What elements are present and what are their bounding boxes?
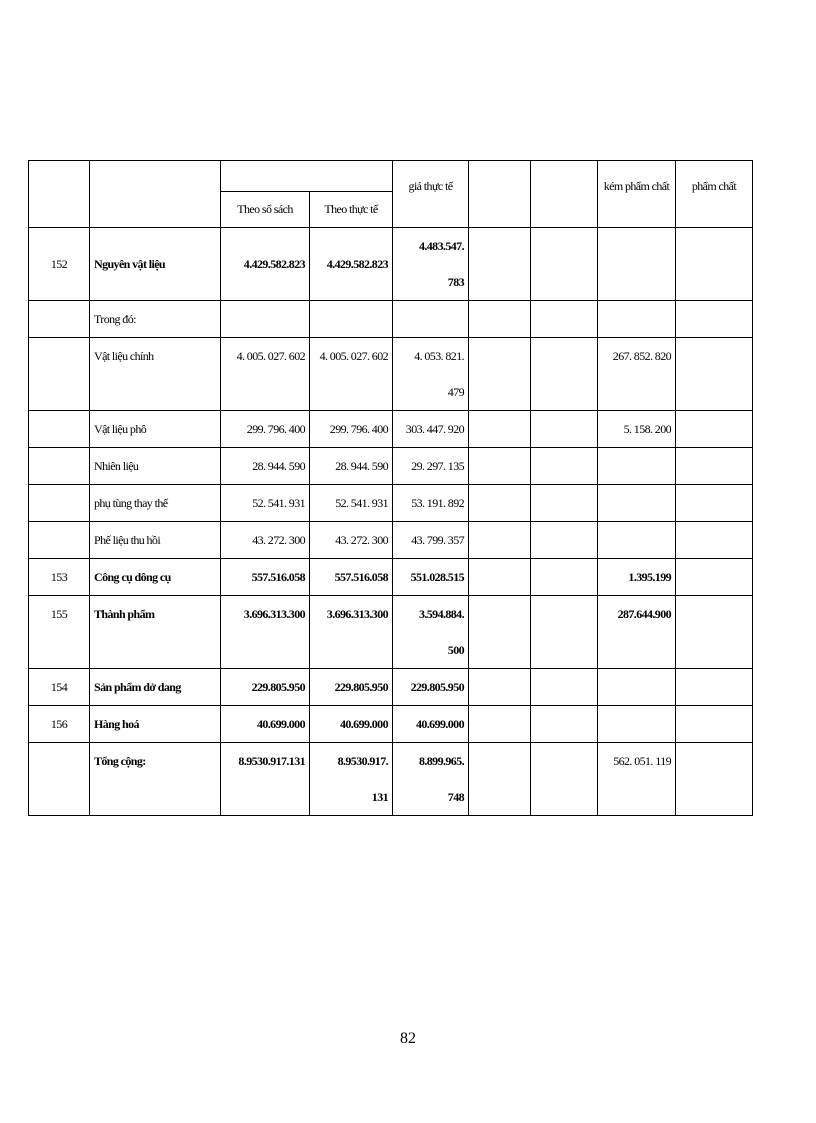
kem-pham-chat-cell: 267. 852. 820 — [598, 338, 676, 411]
name-cell: Vật liệu chính — [90, 338, 221, 411]
so-sach-cell: 4.429.582.823 — [221, 228, 310, 301]
gia-thuc-te-cell: 43. 799. 357 — [393, 522, 469, 559]
kem-pham-chat-cell: 562. 051. 119 — [598, 743, 676, 816]
so-sach-cell — [221, 301, 310, 338]
code-cell: 153 — [29, 559, 90, 596]
empty-cell — [676, 448, 753, 485]
kem-pham-chat-cell — [598, 669, 676, 706]
kem-pham-chat-cell — [598, 448, 676, 485]
empty-cell — [676, 228, 753, 301]
empty-cell — [469, 448, 531, 485]
thuc-te-cell: 229.805.950 — [310, 669, 393, 706]
gia-thuc-te-cell — [393, 228, 469, 301]
gia-thuc-te-cell — [393, 301, 469, 338]
empty-cell — [531, 596, 598, 669]
gia-thuc-te-line: 4.483.547. — [418, 239, 464, 253]
table-row-total — [29, 743, 753, 816]
name-cell: phụ tùng thay thế — [90, 485, 221, 522]
thuc-te-cell: 4. 005. 027. 602 — [310, 338, 393, 411]
kem-pham-chat-cell — [598, 706, 676, 743]
code-cell — [29, 338, 90, 411]
empty-cell — [676, 669, 753, 706]
empty-cell — [531, 411, 598, 448]
header-cell-blank — [469, 161, 531, 228]
so-sach-cell: 43. 272. 300 — [221, 522, 310, 559]
gia-thuc-te-cell: 40.699.000 — [393, 706, 469, 743]
empty-cell — [531, 485, 598, 522]
thuc-te-cell: 299. 796. 400 — [310, 411, 393, 448]
name-cell: Phế liệu thu hồi — [90, 522, 221, 559]
empty-cell — [469, 596, 531, 669]
gia-thuc-te-cell: 303. 447. 920 — [393, 411, 469, 448]
name-cell: Công cụ dông cụ — [90, 559, 221, 596]
empty-cell — [469, 743, 531, 816]
so-sach-cell: 4. 005. 027. 602 — [221, 338, 310, 411]
thuc-te-line: 8.9530.917. — [337, 754, 388, 768]
table-row — [29, 228, 753, 301]
code-cell: 155 — [29, 596, 90, 669]
gia-thuc-te-line: 500 — [447, 643, 464, 657]
so-sach-cell: 28. 944. 590 — [221, 448, 310, 485]
header-kem-pham-chat: kém phẩm chất — [598, 161, 676, 228]
code-cell — [29, 485, 90, 522]
gia-thuc-te-cell: 53. 191. 892 — [393, 485, 469, 522]
kem-pham-chat-cell: 287.644.900 — [598, 596, 676, 669]
name-cell: Sản phẩm dở dang — [90, 669, 221, 706]
gia-thuc-te-cell — [393, 596, 469, 669]
thuc-te-cell: 43. 272. 300 — [310, 522, 393, 559]
empty-cell — [676, 559, 753, 596]
empty-cell — [469, 411, 531, 448]
so-sach-cell: 40.699.000 — [221, 706, 310, 743]
empty-cell — [469, 669, 531, 706]
kem-pham-chat-cell — [598, 301, 676, 338]
code-cell — [29, 743, 90, 816]
header-pham-chat: phẩm chất — [676, 161, 753, 228]
gia-thuc-te-line: 783 — [447, 275, 464, 289]
empty-cell — [531, 669, 598, 706]
header-theo-thuc-te: Theo thực tế — [310, 192, 393, 228]
empty-cell — [469, 338, 531, 411]
gia-thuc-te-line: 4. 053. 821. — [414, 349, 464, 363]
table-row — [29, 301, 753, 338]
thuc-te-cell: 52. 541. 931 — [310, 485, 393, 522]
kem-pham-chat-cell: 5. 158. 200 — [598, 411, 676, 448]
empty-cell — [531, 448, 598, 485]
empty-cell — [676, 485, 753, 522]
thuc-te-cell: 557.516.058 — [310, 559, 393, 596]
gia-thuc-te-line: 479 — [447, 385, 464, 399]
name-cell: Hàng hoá — [90, 706, 221, 743]
inventory-table — [28, 160, 753, 816]
gia-thuc-te-cell: 551.028.515 — [393, 559, 469, 596]
empty-cell — [676, 301, 753, 338]
header-group-cell — [221, 161, 393, 192]
empty-cell — [469, 706, 531, 743]
name-cell: Tổng cộng: — [90, 743, 221, 816]
thuc-te-cell — [310, 301, 393, 338]
gia-thuc-te-cell: 29. 297. 135 — [393, 448, 469, 485]
thuc-te-cell: 40.699.000 — [310, 706, 393, 743]
header-cell-blank — [531, 161, 598, 228]
table-row — [29, 338, 753, 411]
page-number: 82 — [400, 1030, 416, 1047]
table-row — [29, 411, 753, 448]
thuc-te-line: 131 — [371, 790, 388, 804]
table-row — [29, 596, 753, 669]
empty-cell — [531, 522, 598, 559]
table-row — [29, 706, 753, 743]
code-cell: 154 — [29, 669, 90, 706]
header-gia-thuc-te: giá thực tế — [393, 161, 469, 228]
kem-pham-chat-cell — [598, 485, 676, 522]
header-row — [29, 161, 753, 192]
empty-cell — [531, 301, 598, 338]
gia-thuc-te-cell — [393, 743, 469, 816]
name-cell: Thành phẩm — [90, 596, 221, 669]
header-cell-blank — [29, 161, 90, 228]
empty-cell — [469, 559, 531, 596]
empty-cell — [469, 485, 531, 522]
so-sach-cell: 299. 796. 400 — [221, 411, 310, 448]
empty-cell — [469, 522, 531, 559]
thuc-te-cell: 3.696.313.300 — [310, 596, 393, 669]
kem-pham-chat-cell — [598, 522, 676, 559]
name-cell: Trong đó: — [90, 301, 221, 338]
gia-thuc-te-cell: 229.805.950 — [393, 669, 469, 706]
code-cell: 156 — [29, 706, 90, 743]
code-cell — [29, 522, 90, 559]
so-sach-cell: 52. 541. 931 — [221, 485, 310, 522]
empty-cell — [531, 706, 598, 743]
name-cell: Nhiên liệu — [90, 448, 221, 485]
table-row — [29, 448, 753, 485]
name-cell: Vật liệu phô — [90, 411, 221, 448]
code-cell: 152 — [29, 228, 90, 301]
so-sach-cell: 8.9530.917.131 — [221, 743, 310, 816]
gia-thuc-te-line: 748 — [447, 790, 464, 804]
empty-cell — [676, 522, 753, 559]
empty-cell — [676, 411, 753, 448]
so-sach-cell: 229.805.950 — [221, 669, 310, 706]
empty-cell — [531, 559, 598, 596]
thuc-te-cell — [310, 743, 393, 816]
table-row — [29, 559, 753, 596]
table-row — [29, 669, 753, 706]
empty-cell — [531, 338, 598, 411]
code-cell — [29, 301, 90, 338]
empty-cell — [469, 301, 531, 338]
code-cell — [29, 411, 90, 448]
header-cell-blank — [90, 161, 221, 228]
table-row — [29, 485, 753, 522]
empty-cell — [469, 228, 531, 301]
table-row — [29, 522, 753, 559]
empty-cell — [676, 706, 753, 743]
name-cell: Nguyên vật liệu — [90, 228, 221, 301]
code-cell — [29, 448, 90, 485]
gia-thuc-te-line: 3.594.884. — [418, 607, 464, 621]
so-sach-cell: 557.516.058 — [221, 559, 310, 596]
thuc-te-cell: 28. 944. 590 — [310, 448, 393, 485]
gia-thuc-te-cell — [393, 338, 469, 411]
gia-thuc-te-line: 8.899.965. — [418, 754, 464, 768]
kem-pham-chat-cell — [598, 228, 676, 301]
empty-cell — [676, 596, 753, 669]
thuc-te-cell: 4.429.582.823 — [310, 228, 393, 301]
header-theo-so-sach: Theo sổ sách — [221, 192, 310, 228]
empty-cell — [531, 743, 598, 816]
kem-pham-chat-cell: 1.395.199 — [598, 559, 676, 596]
empty-cell — [676, 338, 753, 411]
empty-cell — [531, 228, 598, 301]
empty-cell — [676, 743, 753, 816]
so-sach-cell: 3.696.313.300 — [221, 596, 310, 669]
